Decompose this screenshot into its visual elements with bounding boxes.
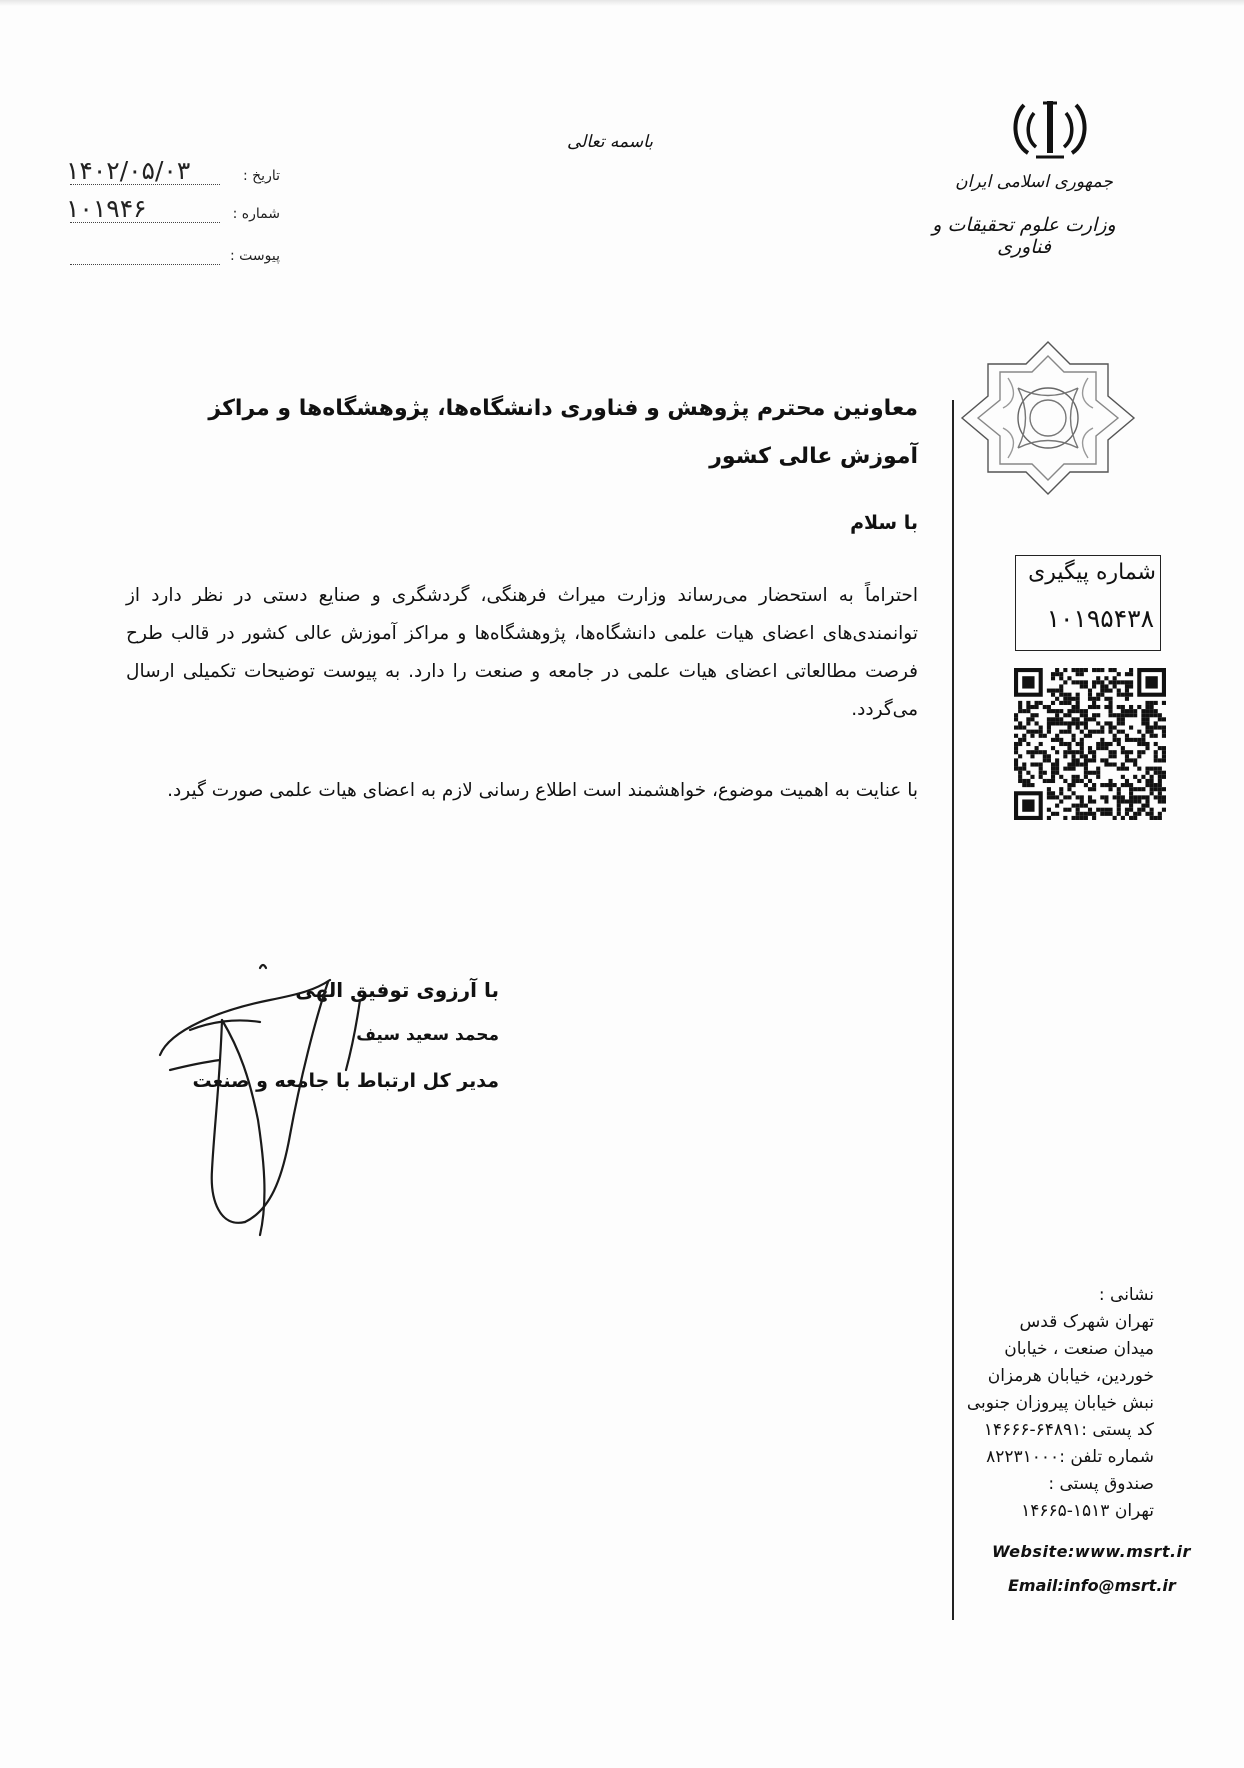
recipient: معاونین محترم پژوهش و فناوری دانشگاه‌ها، پژوهشگاه‌ها و مراکز آموزش عالی کشور — [208, 396, 918, 469]
tracking-number: ۱۰۱۹۵۴۳۸ — [1046, 604, 1154, 633]
email-link[interactable]: Email:info@msrt.ir — [1008, 1576, 1176, 1595]
attachment-label: پیوست : — [230, 248, 280, 264]
attachment-row — [60, 240, 280, 270]
website-link[interactable]: Website:www.msrt.ir — [992, 1542, 1191, 1561]
address-line: کد پستی :۶۴۸۹۱-۱۴۶۶۶ — [983, 1420, 1154, 1440]
address-block — [934, 1282, 1154, 1525]
ministry-name: وزارت علوم تحقیقات و فناوری — [932, 214, 1116, 258]
attachment-dotted-line — [70, 264, 220, 265]
signatory-title: مدیر کل ارتباط با جامعه و صنعت — [192, 1070, 499, 1092]
date-value: ۱۴۰۲/۰۵/۰۳ — [66, 156, 191, 185]
emblem-icon — [1010, 95, 1090, 165]
tracking-label: شماره پیگیری — [1028, 560, 1156, 585]
address-line: نشانی : — [1098, 1285, 1154, 1305]
address-line: میدان صنعت ، خیابان — [1004, 1339, 1154, 1359]
number-value: ۱۰۱۹۴۶ — [66, 194, 147, 223]
country-name: جمهوری اسلامی ایران — [955, 172, 1113, 192]
address-line: شماره تلفن :۸۲۲۳۱۰۰۰ — [986, 1447, 1154, 1467]
tracking-box — [1015, 555, 1161, 651]
qr-code-icon — [1014, 668, 1166, 820]
number-row — [60, 194, 280, 228]
address-line: خوردین، خیابان هرمزان — [987, 1366, 1154, 1386]
handwritten-signature — [150, 960, 410, 1240]
address-line: نبش خیابان پیروزان جنوبی — [966, 1393, 1154, 1413]
body-paragraph-1: احتراماً به استحضار می‌رساند وزارت میراث فرهنگی، گردشگری و صنایع دستی در نظر دارد از توانمندی‌های اعضای هیات علمی دانشگاه‌ها، پژوهشگاه‌ها و مراکز آموزش عالی کشور در قالب طرح فرصت مطالعاتی اعضای هیات علمی در جامعه و صنعت را دارد. به پیوست توضیحات تکمیلی ارسال می‌گردد. — [126, 585, 918, 720]
date-row — [60, 156, 280, 190]
number-label: شماره : — [232, 206, 280, 222]
address-line: تهران ۱۵۱۳-۱۴۶۶۵ — [1021, 1501, 1154, 1521]
scan-edge — [0, 0, 1244, 6]
body-paragraph-2: با عنایت به اهمیت موضوع، خواهشمند است اطلاع رسانی لازم به اعضای هیات علمی صورت گیرد. — [167, 780, 918, 801]
greeting: با سلام — [850, 512, 918, 534]
date-label: تاریخ : — [242, 168, 280, 184]
invocation: باسمه تعالی — [567, 132, 653, 152]
ornament-icon — [958, 338, 1138, 498]
address-line: تهران شهرک قدس — [1019, 1312, 1154, 1332]
signature-closing: با آرزوی توفیق الهی — [295, 978, 499, 1002]
address-line: صندوق پستی : — [1048, 1474, 1154, 1494]
signatory-name: محمد سعید سیف — [356, 1025, 499, 1045]
